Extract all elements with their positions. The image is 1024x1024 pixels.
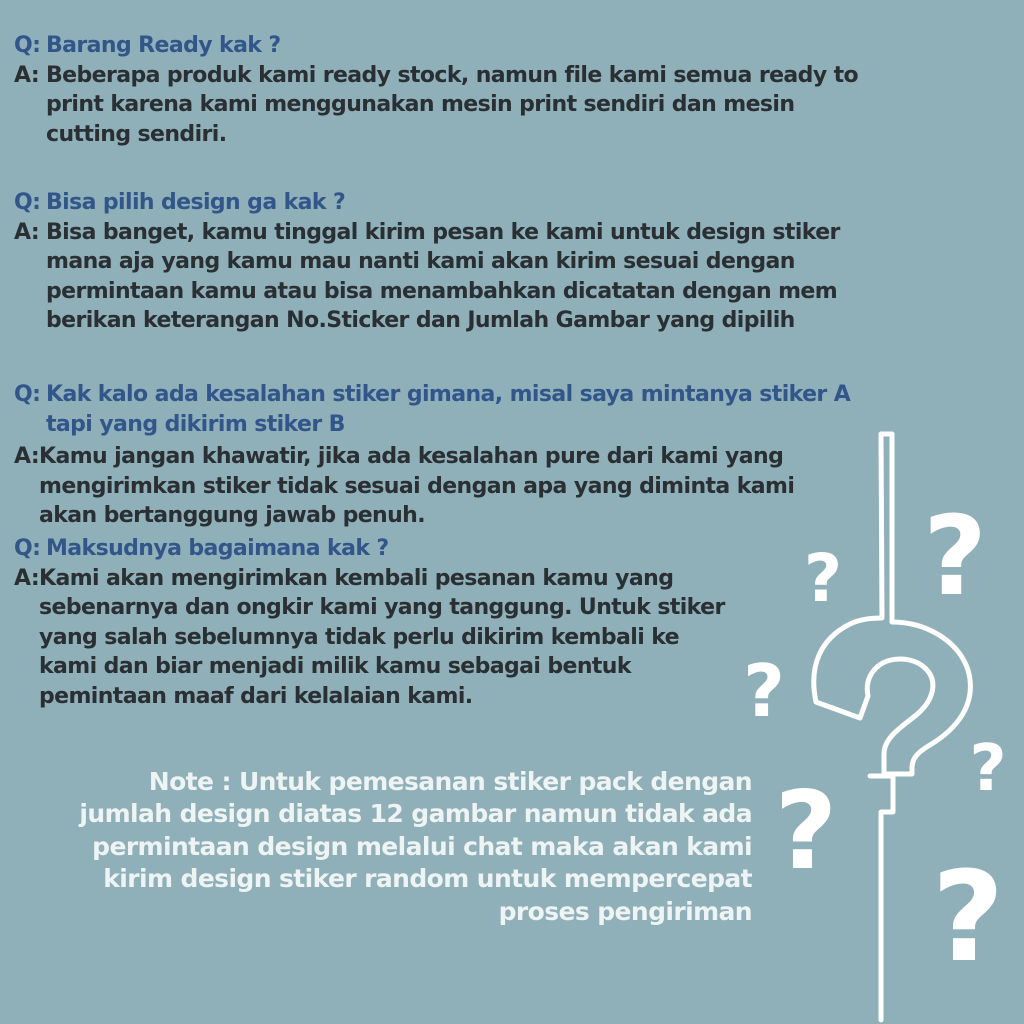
- question-mark-icon: ?: [743, 649, 785, 733]
- question-mark-icon: ?: [931, 845, 1005, 990]
- question-mark-icon: ?: [774, 769, 838, 894]
- question-text: Kak kalo ada kesalahan stiker gimana, misal saya mintanya stiker A: [46, 382, 851, 407]
- answer-text: kami dan biar menjadi milik kamu sebagai bentuk: [39, 654, 631, 679]
- answer-text: Kamu jangan khawatir, jika ada kesalahan pure dari kami yang: [39, 444, 784, 469]
- note-line: proses pengiriman: [498, 896, 752, 926]
- answer-text: Beberapa produk kami ready stock, namun file kami semua ready to: [46, 62, 859, 88]
- question-text: Maksudnya bagaimana kak ?: [46, 536, 389, 561]
- answer-text: Kami akan mengirimkan kembali pesanan kamu yang: [39, 565, 674, 591]
- note-line: jumlah design diatas 12 gambar namun tidak ada: [79, 799, 752, 829]
- answer-text: cutting sendiri.: [46, 121, 227, 147]
- answer-text: print karena kami menggunakan mesin print sendiri dan mesin: [46, 92, 795, 117]
- question-mark-icon: ?: [923, 492, 987, 620]
- answer-text: sebenarnya dan ongkir kami yang tanggung. Untuk stiker: [39, 595, 725, 620]
- answer-label: A:: [14, 565, 40, 591]
- question-text: Barang Ready kak ?: [46, 33, 281, 58]
- answer-text: Bisa banget, kamu tinggal kirim pesan ke kami untuk design stiker: [46, 219, 840, 245]
- note-line: permintaan design melalui chat maka akan kami: [92, 831, 752, 861]
- question-text: Bisa pilih design ga kak ?: [46, 190, 346, 215]
- question-mark-icon: ?: [803, 540, 843, 617]
- question-text: tapi yang dikirim stiker B: [46, 411, 345, 437]
- answer-text: permintaan kamu atau bisa menambahkan dicatatan dengan mem: [46, 278, 838, 304]
- question-label: Q:: [14, 33, 41, 58]
- answer-text: akan bertanggung jawab penuh.: [39, 503, 425, 528]
- answer-text: mana aja yang kamu mau nanti kami akan kirim sesuai dengan: [46, 249, 795, 274]
- note-line: Note : Untuk pemesanan stiker pack dengan: [148, 767, 752, 796]
- question-label: Q:: [14, 382, 41, 407]
- answer-label: A:: [14, 62, 40, 88]
- answer-text: berikan keterangan No.Sticker dan Jumlah Gambar yang dipilih: [46, 308, 795, 333]
- answer-label: A:: [14, 444, 40, 469]
- answer-text: mengirimkan stiker tidak sesuai dengan apa yang diminta kami: [39, 473, 795, 499]
- answer-text: pemintaan maaf dari kelalaian kami.: [39, 683, 473, 709]
- answer-label: A:: [14, 219, 40, 245]
- note-line: kirim design stiker random untuk mempercepat: [103, 864, 752, 894]
- question-mark-icon: ?: [969, 732, 1007, 806]
- answer-text: yang salah sebelumnya tidak perlu dikirim kembali ke: [39, 624, 679, 650]
- question-label: Q:: [14, 190, 41, 215]
- question-label: Q:: [14, 536, 41, 561]
